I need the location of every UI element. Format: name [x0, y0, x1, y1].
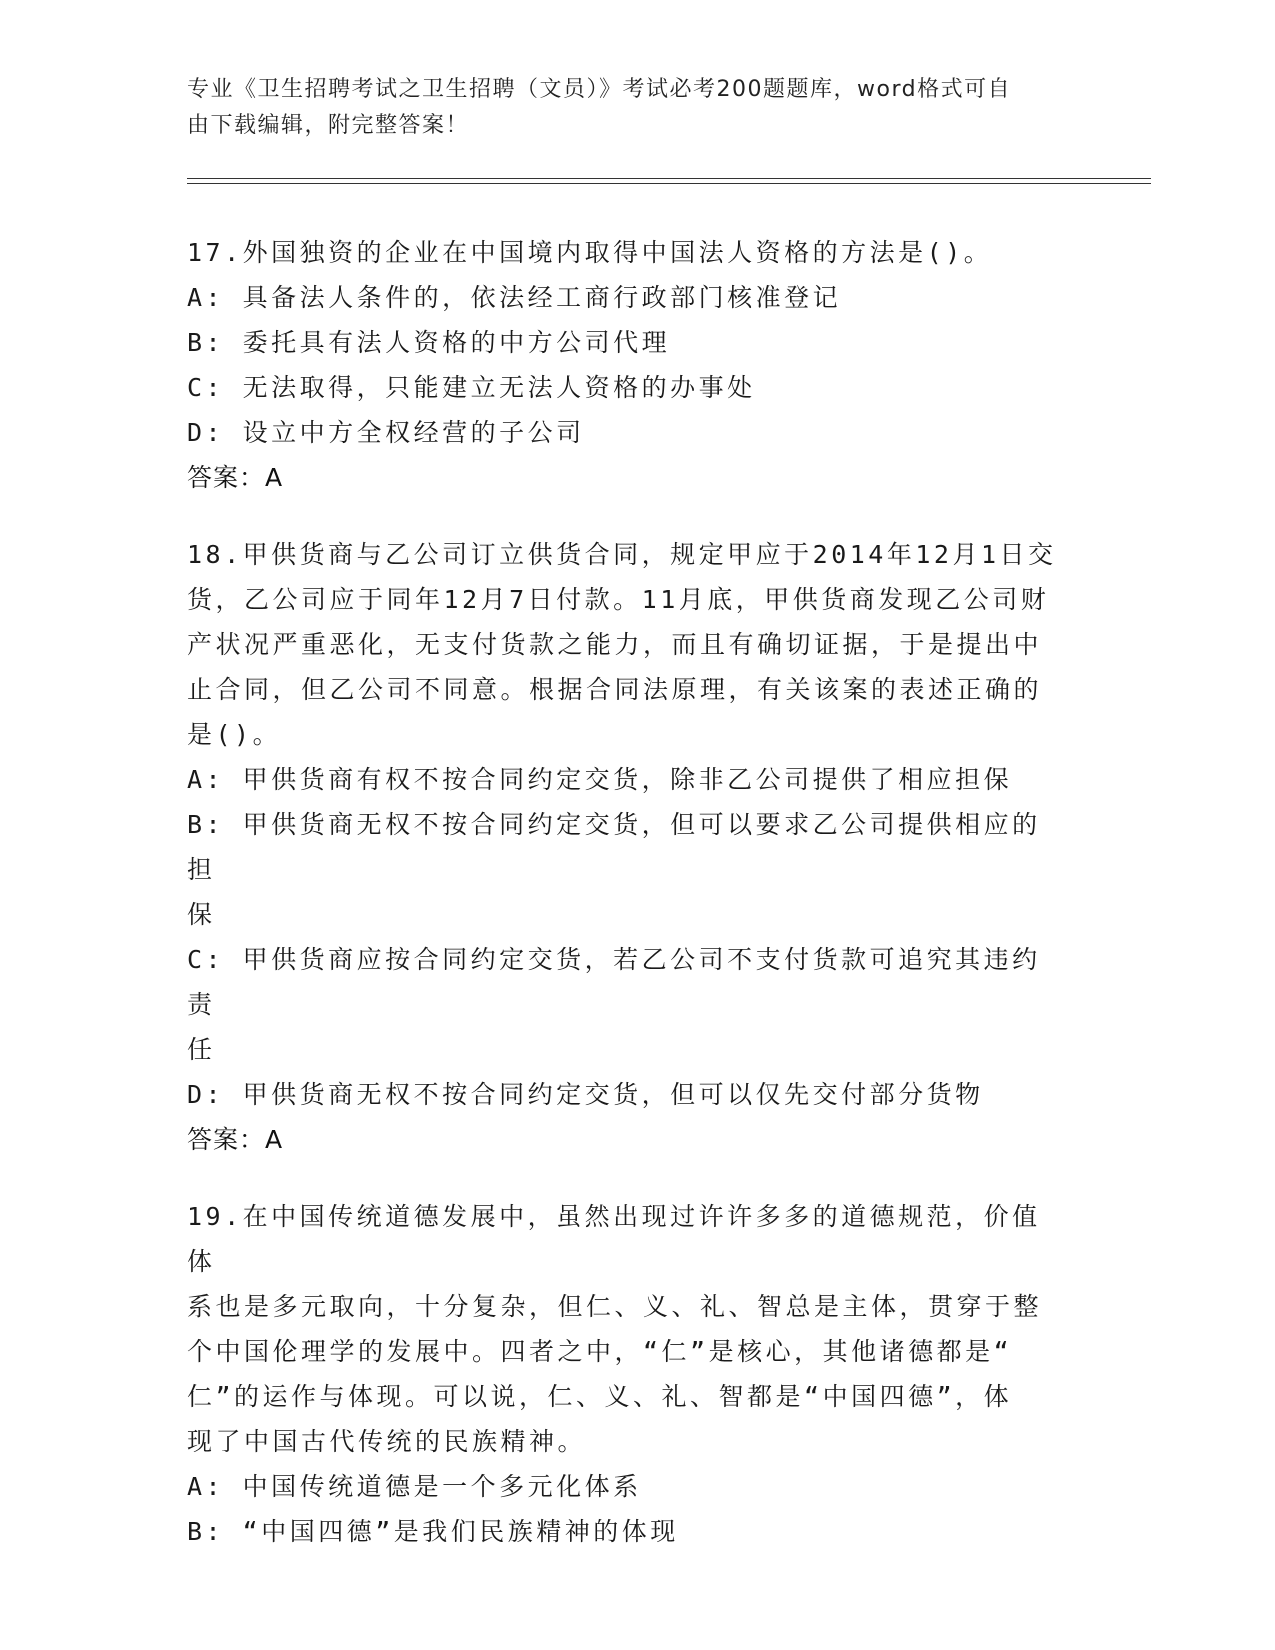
question-block [187, 230, 1067, 501]
question-stem-line: 止合同，但乙公司不同意。根据合同法原理，有关该案的表述正确的 [187, 675, 1043, 704]
answer-option [187, 757, 1067, 802]
question-block [187, 1194, 1067, 1554]
answer-option-line: C: 甲供货商应按合同约定交货，若乙公司不支付货款可追究其违约责 [187, 945, 1041, 1019]
document-header [187, 72, 1087, 144]
question-stem-line: 19.在中国传统道德发展中，虽然出现过许许多多的道德规范，价值体 [187, 1202, 1041, 1276]
answer-option [187, 1072, 1067, 1117]
answer-option-line: B: “中国四德”是我们民族精神的体现 [187, 1517, 679, 1546]
question-stem-line: 现了中国古代传统的民族精神。 [187, 1427, 587, 1456]
question-stem-line: 个中国伦理学的发展中。四者之中，“仁”是核心，其他诸德都是“ [187, 1337, 1013, 1366]
question-stem-line: 系也是多元取向，十分复杂，但仁、义、礼、智总是主体，贯穿于整 [187, 1292, 1043, 1321]
answer-option-line: B: 委托具有法人资格的中方公司代理 [187, 328, 671, 357]
answer-option [187, 320, 1067, 365]
header-line-1: 专业《卫生招聘考试之卫生招聘（文员）》考试必考200题题库，word格式可自 [187, 77, 1012, 102]
answer-key: 答案：A [187, 1125, 284, 1154]
question-stem-line: 货，乙公司应于同年12月7日付款。11月底，甲供货商发现乙公司财 [187, 585, 1050, 614]
question-stem-line: 18.甲供货商与乙公司订立供货合同，规定甲应于2014年12月1日交 [187, 540, 1057, 569]
answer-option [187, 1509, 1067, 1554]
question-stem-line: 是()。 [187, 720, 282, 749]
answer-option [187, 1464, 1067, 1509]
answer-option [187, 410, 1067, 455]
question-stem-line: 仁”的运作与体现。可以说，仁、义、礼、智都是“中国四德”，体 [187, 1382, 1013, 1411]
header-divider-top [187, 178, 1151, 179]
answer-option-line: A: 甲供货商有权不按合同约定交货，除非乙公司提供了相应担保 [187, 765, 1013, 794]
question-list [187, 230, 1067, 1585]
answer-option [187, 365, 1067, 410]
answer-option-line: C: 无法取得，只能建立无法人资格的办事处 [187, 373, 756, 402]
question-block [187, 532, 1067, 1163]
answer-option-line: 保 [187, 900, 216, 929]
answer-option [187, 802, 1067, 937]
answer-option-line: D: 甲供货商无权不按合同约定交货，但可以仅先交付部分货物 [187, 1080, 984, 1109]
answer-option-line: D: 设立中方全权经营的子公司 [187, 418, 585, 447]
header-line-2: 由下载编辑，附完整答案！ [187, 113, 470, 138]
answer-option-line: B: 甲供货商无权不按合同约定交货，但可以要求乙公司提供相应的担 [187, 810, 1041, 884]
answer-option-line: 任 [187, 1035, 216, 1064]
question-stem-line: 17.外国独资的企业在中国境内取得中国法人资格的方法是()。 [187, 238, 993, 267]
answer-option-line: A: 中国传统道德是一个多元化体系 [187, 1472, 642, 1501]
answer-option [187, 937, 1067, 1072]
question-stem-line: 产状况严重恶化，无支付货款之能力，而且有确切证据，于是提出中 [187, 630, 1043, 659]
header-divider-bottom [187, 183, 1151, 184]
answer-option-line: A: 具备法人条件的，依法经工商行政部门核准登记 [187, 283, 842, 312]
answer-option [187, 275, 1067, 320]
answer-key: 答案：A [187, 463, 284, 492]
